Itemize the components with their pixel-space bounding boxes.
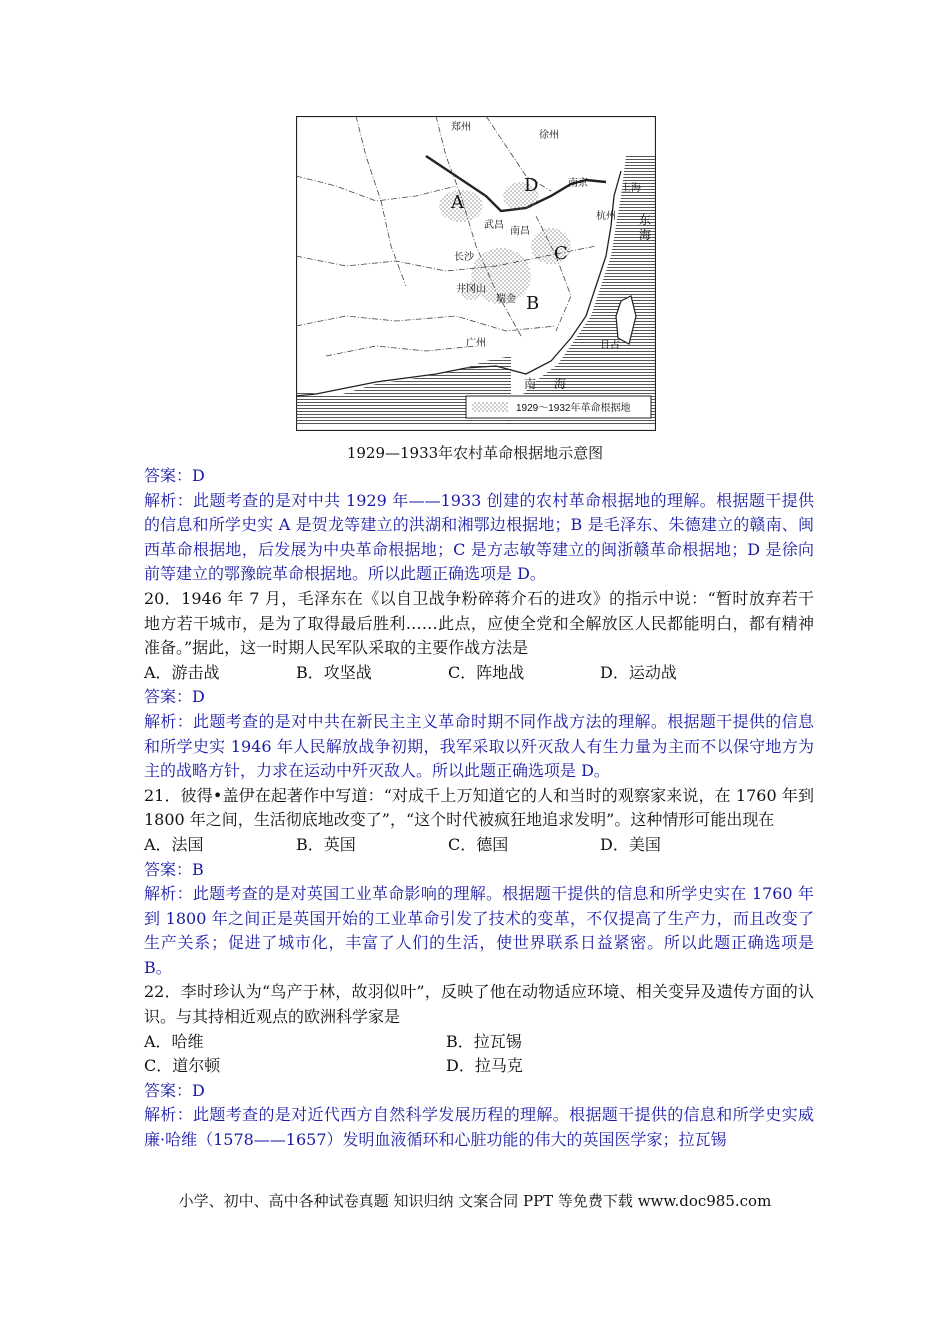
q21-answer: 答案：B xyxy=(144,859,204,879)
label-changsha: 长沙 xyxy=(454,252,474,263)
q22-analysis: 解析：此题考查的是对近代西方自然科学发展历程的理解。根据题干提供的信息和所学史实威廉·哈维（1578——1657）发明血液循环和心脏功能的伟大的英国医学家；拉瓦锡 xyxy=(144,1105,814,1150)
label-south-sea-2: 海 xyxy=(554,377,567,391)
label-xuzhou: 徐州 xyxy=(539,130,559,141)
map-letter-C: C xyxy=(554,243,568,264)
q22-option-a: A．哈维 xyxy=(144,1031,204,1051)
q21-option-c: C．德国 xyxy=(448,834,509,854)
q20-stem: 20．1946 年 7 月，毛泽东在《以自卫战争粉碎蒋介石的进攻》的指示中说：“暂时放弃若干地方若干城市，是为了取得最后胜利……此点，应使全党和全解放区人民都能明白，都有精神准备。”据此，这一时期人民军队采取的主要作战方法是 xyxy=(144,588,814,658)
map-caption: 1929—1933年农村革命根据地示意图 xyxy=(346,444,604,462)
question-content xyxy=(144,464,814,1153)
q19-analysis: 解析：此题考查的是对中共 1929 年——1933 创建的农村革命根据地的理解。根据题干提供的信息和所学史实 A 是贺龙等建立的洪湖和湘鄂边根据地；B 是毛泽东、朱德建立的赣南、闽西革命根据地，后发展为中央革命根据地；C 是方志敏等建立的闽浙赣革命根据地；D 是徐向前等建立的鄂豫皖革命根据地。所以此题正确选项是 D。 xyxy=(144,490,814,584)
label-jinggangshan: 井冈山 xyxy=(456,284,486,295)
label-taiwan: 日占 xyxy=(600,340,620,351)
label-hangzhou: 杭州 xyxy=(596,211,616,222)
q21-analysis: 解析：此题考查的是对英国工业革命影响的理解。根据题干提供的信息和所学史实在 1760 年到 1800 年之间正是英国开始的工业革命引发了技术的变革，不仅提高了生产力，而且改变了生产关系；促进了城市化，丰富了人们的生活，使世界联系日益紧密。所以此题正确选项是 B。 xyxy=(144,884,814,977)
q22-options-row1 xyxy=(144,1030,814,1055)
q19-answer: 答案：D xyxy=(144,466,205,485)
legend-swatch xyxy=(472,402,508,412)
legend-text: 1929～1932年革命根据地 xyxy=(516,403,631,414)
q22-stem: 22．李时珍认为“鸟产于林，故羽似叶”，反映了他在动物适应环境、相关变异及遗传方面的认识。与其持相近观点的欧洲科学家是 xyxy=(144,982,814,1027)
label-shanghai: 上海 xyxy=(621,183,641,194)
q21-option-b: B．英国 xyxy=(296,834,356,854)
label-guangzhou: 广州 xyxy=(466,338,486,349)
map-letter-D: D xyxy=(524,175,539,196)
label-nanjing: 南京 xyxy=(568,178,588,189)
q21-options xyxy=(144,833,814,858)
q20-options xyxy=(144,661,814,686)
map-letter-B: B xyxy=(526,293,540,314)
label-east-sea-2: 海 xyxy=(639,228,652,242)
label-nanchang: 南昌 xyxy=(510,226,530,237)
label-wuchang: 武昌 xyxy=(484,220,504,231)
q20-answer: 答案：D xyxy=(144,687,205,707)
revolutionary-bases-map xyxy=(296,116,656,431)
page-footer: 小学、初中、高中各种试卷真题 知识归纳 文案合同 PPT 等免费下载 www.doc985.com xyxy=(178,1192,772,1210)
q21-stem: 21．彼得•盖伊在起著作中写道：“对成千上万知道它的人和当时的观察家来说，在 1760 年到 1800 年之间，生活彻底地改变了”，“这个时代被疯狂地追求发明”。这种情形可能出现在 xyxy=(144,785,814,830)
map-letter-A: A xyxy=(451,192,464,213)
q21-option-a: A．法国 xyxy=(144,834,204,854)
q20-analysis: 解析：此题考查的是对中共在新民主主义革命时期不同作战方法的理解。根据题干提供的信息和所学史实 1946 年人民解放战争初期，我军采取以歼灭敌人有生力量为主而不以保守地方为主的战略方针，力求在运动中歼灭敌人。所以此题正确选项是 D。 xyxy=(144,711,814,781)
q22-option-d: D．拉马克 xyxy=(446,1056,523,1076)
q20-option-c: C．阵地战 xyxy=(448,662,525,682)
q22-answer: 答案：D xyxy=(144,1080,205,1100)
label-zhengzhou: 郑州 xyxy=(451,122,471,133)
label-east-sea-1: 东 xyxy=(639,213,652,227)
q20-option-d: D．运动战 xyxy=(600,662,677,682)
label-ruijin: 瑞金 xyxy=(496,294,516,305)
q20-option-b: B．攻坚战 xyxy=(296,662,372,682)
q22-options-row2 xyxy=(144,1054,814,1079)
label-south-sea-1: 南 xyxy=(524,377,537,391)
q21-option-d: D．美国 xyxy=(600,834,661,854)
q22-option-c: C．道尔顿 xyxy=(144,1056,221,1076)
q20-option-a: A．游击战 xyxy=(144,662,220,682)
q22-option-b: B．拉瓦锡 xyxy=(446,1031,522,1051)
